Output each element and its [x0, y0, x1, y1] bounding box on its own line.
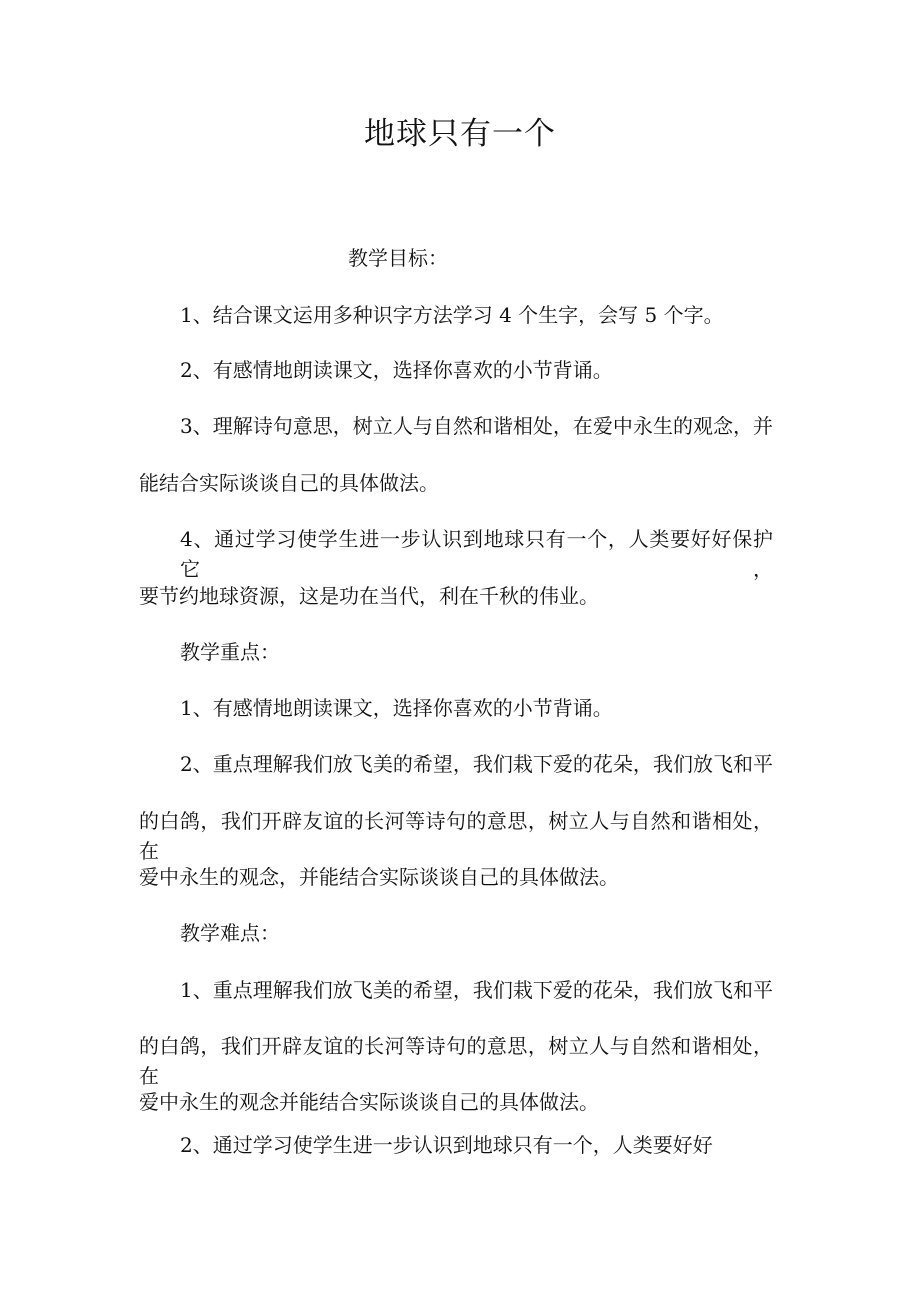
- objective-3-line-2: 能结合实际谈谈自己的具体做法。: [139, 471, 439, 495]
- objective-4-line-1: 4、通过学习使学生进一步认识到地球只有一个，人类要好好保护它，: [180, 527, 773, 581]
- difficulty-1-line-2: 的白鸽，我们开辟友谊的长河等诗句的意思，树立人与自然和谐相处，在: [139, 1034, 773, 1088]
- objective-1-line-1: 1、结合课文运用多种识字方法学习 4 个生字，会写 5 个字。: [180, 303, 724, 327]
- key-point-1-line-1: 1、有感情地朗读课文，选择你喜欢的小节背诵。: [180, 696, 613, 720]
- difficulty-1-line-3: 爱中永生的观念并能结合实际谈谈自己的具体做法。: [139, 1090, 599, 1114]
- key-points-heading: 教学重点：: [180, 640, 280, 664]
- key-point-2-line-2: 的白鸽，我们开辟友谊的长河等诗句的意思，树立人与自然和谐相处，在: [139, 809, 773, 863]
- key-point-2-line-1: 2、重点理解我们放飞美的希望，我们栽下爱的花朵，我们放飞和平: [180, 752, 773, 776]
- objective-3-line-1: 3、理解诗句意思，树立人与自然和谐相处，在爱中永生的观念，并: [180, 414, 773, 438]
- objective-4-line-2: 要节约地球资源，这是功在当代，利在千秋的伟业。: [139, 584, 599, 608]
- key-point-2-line-3: 爱中永生的观念，并能结合实际谈谈自己的具体做法。: [139, 865, 619, 889]
- document-title: 地球只有一个: [364, 116, 556, 152]
- objectives-heading: 教学目标：: [348, 246, 448, 270]
- objective-2-line-1: 2、有感情地朗读课文，选择你喜欢的小节背诵。: [180, 358, 613, 382]
- difficulty-2-line-1: 2、通过学习使学生进一步认识到地球只有一个，人类要好好: [180, 1133, 713, 1157]
- difficulties-heading: 教学难点：: [180, 921, 280, 945]
- difficulty-1-line-1: 1、重点理解我们放飞美的希望，我们栽下爱的花朵，我们放飞和平: [180, 978, 773, 1002]
